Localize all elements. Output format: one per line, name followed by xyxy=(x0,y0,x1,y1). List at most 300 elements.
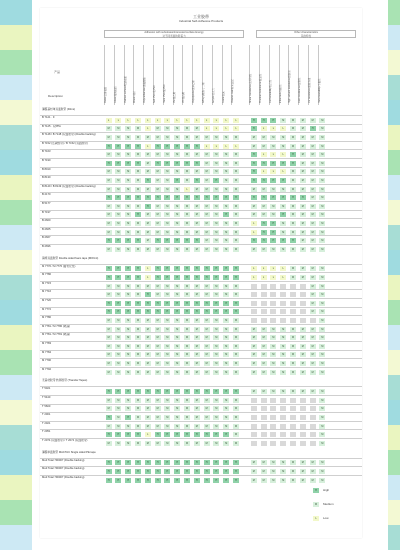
rating-cell: M xyxy=(194,204,200,209)
color-band xyxy=(0,75,32,100)
rating-cell: M xyxy=(125,152,131,157)
rating-cell: L xyxy=(115,118,121,123)
rating-cell: H xyxy=(204,275,210,280)
rating-cell: M xyxy=(135,135,141,140)
rating-cell xyxy=(280,309,286,314)
rating-cell: M xyxy=(174,169,180,174)
product-name: T 5021 xyxy=(42,387,51,391)
product-name: M 7784 xyxy=(42,350,51,354)
rating-cell: M xyxy=(164,370,170,375)
rating-cell xyxy=(251,301,257,306)
rating-cell: H xyxy=(251,178,257,183)
color-band xyxy=(388,350,400,375)
table-row xyxy=(40,341,362,350)
rating-cell: M xyxy=(115,247,121,252)
rating-cell: M xyxy=(204,415,210,420)
column-header-label: Cold Resistance/耐寒性 xyxy=(298,77,302,103)
rating-cell: M xyxy=(106,361,112,366)
rating-cell: M xyxy=(310,161,316,166)
rating-cell xyxy=(251,441,257,446)
rating-cell: M xyxy=(155,406,161,411)
rating-cell: M xyxy=(213,406,219,411)
rating-cell: M xyxy=(319,126,325,131)
rating-cell: M xyxy=(280,389,286,394)
rating-cell: H xyxy=(164,478,170,483)
rating-cell: M xyxy=(194,352,200,357)
rating-cell: M xyxy=(310,221,316,226)
rating-cell xyxy=(261,318,267,323)
table-row xyxy=(40,115,362,124)
rating-cell: H xyxy=(174,144,180,149)
rating-cell xyxy=(261,406,267,411)
rating-cell: M xyxy=(213,415,219,420)
rating-cell: M xyxy=(125,335,131,340)
rating-cell: M xyxy=(290,212,296,217)
rating-cell: M xyxy=(300,370,306,375)
rating-cell: M xyxy=(233,335,239,340)
rating-cell: H xyxy=(174,266,180,271)
rating-cell: L xyxy=(261,266,267,271)
rating-cell: M xyxy=(319,361,325,366)
rating-cell: H xyxy=(125,309,131,314)
rating-cell: M xyxy=(233,361,239,366)
rating-cell: M xyxy=(115,187,121,192)
other-group-label-cn: 其他特性 xyxy=(300,35,312,38)
rating-cell: M xyxy=(233,415,239,420)
rating-cell: M xyxy=(135,187,141,192)
rating-cell: H xyxy=(233,478,239,483)
rating-cell: M xyxy=(300,352,306,357)
color-band xyxy=(388,325,400,350)
rating-cell: M xyxy=(300,187,306,192)
rating-cell xyxy=(270,292,276,297)
rating-cell: M xyxy=(164,152,170,157)
rating-cell: M xyxy=(135,230,141,235)
rating-cell: M xyxy=(125,135,131,140)
rating-cell: H xyxy=(106,238,112,243)
rating-cell: M xyxy=(106,212,112,217)
rating-cell: M xyxy=(251,370,257,375)
characteristic-column-header xyxy=(249,45,256,105)
rating-cell: M xyxy=(290,460,296,465)
rating-cell: M xyxy=(213,212,219,217)
rating-cell: M xyxy=(106,398,112,403)
rating-cell: M xyxy=(280,221,286,226)
product-label: 产品 xyxy=(54,70,61,74)
rating-cell: L xyxy=(213,144,219,149)
color-band xyxy=(388,175,400,200)
rating-cell: L xyxy=(106,118,112,123)
rating-cell: M xyxy=(319,406,325,411)
rating-cell: H xyxy=(115,460,121,465)
rating-cell: M xyxy=(184,135,190,140)
rating-cell: M xyxy=(280,361,286,366)
legend-swatch: L xyxy=(313,516,319,521)
rating-cell: M xyxy=(310,230,316,235)
rating-cell: H xyxy=(115,195,121,200)
rating-cell: M xyxy=(155,221,161,226)
rating-cell: H xyxy=(270,230,276,235)
rating-cell: M xyxy=(300,344,306,349)
column-header-label: High solvent resistance/耐溶剂 xyxy=(288,70,292,103)
rating-cell: M xyxy=(270,469,276,474)
rating-cell: M xyxy=(319,221,325,226)
rating-cell: H xyxy=(194,389,200,394)
rating-cell: M xyxy=(174,247,180,252)
rating-cell: M xyxy=(174,152,180,157)
column-header-label: PE/聚乙烯 xyxy=(172,91,176,103)
product-name: B 7190 xyxy=(42,159,51,162)
rating-cell: H xyxy=(115,389,121,394)
rating-cell: M xyxy=(270,370,276,375)
table-row xyxy=(40,404,362,413)
table-row xyxy=(40,141,362,150)
rating-cell: M xyxy=(155,284,161,289)
rating-cell: M xyxy=(125,361,131,366)
rating-cell: M xyxy=(270,460,276,465)
rating-cell: M xyxy=(319,169,325,174)
color-band xyxy=(388,0,400,25)
rating-cell: H xyxy=(261,161,267,166)
table-row xyxy=(40,386,362,395)
product-name: M 7780 xyxy=(42,273,51,277)
rating-cell: M xyxy=(204,152,210,157)
rating-cell xyxy=(280,406,286,411)
rating-cell: H xyxy=(125,144,131,149)
rating-cell: H xyxy=(213,266,219,271)
rating-cell: M xyxy=(213,424,219,429)
color-band xyxy=(388,425,400,450)
rating-cell: M xyxy=(280,344,286,349)
rating-cell xyxy=(290,292,296,297)
product-name: B 8130 xyxy=(42,176,51,180)
rating-cell: M xyxy=(251,187,257,192)
characteristic-column-header xyxy=(308,45,315,105)
rating-cell: M xyxy=(319,344,325,349)
product-name: B 2667 xyxy=(42,236,51,240)
rating-cell: M xyxy=(300,126,306,131)
rating-cell: M xyxy=(194,335,200,340)
rating-cell: H xyxy=(233,460,239,465)
rating-cell: M xyxy=(135,370,141,375)
rating-cell: H xyxy=(174,432,180,437)
rating-cell: L xyxy=(270,126,276,131)
rating-cell: M xyxy=(184,352,190,357)
rating-cell: H xyxy=(184,389,190,394)
rating-cell: M xyxy=(233,352,239,357)
rating-cell: H xyxy=(174,469,180,474)
rating-cell: M xyxy=(135,361,141,366)
rating-cell: M xyxy=(213,187,219,192)
color-band xyxy=(0,300,32,325)
rating-cell xyxy=(270,301,276,306)
rating-cell: H xyxy=(106,144,112,149)
rating-cell: M xyxy=(164,424,170,429)
rating-cell: M xyxy=(145,212,151,217)
color-band xyxy=(388,25,400,50)
rating-cell: M xyxy=(164,204,170,209)
rating-cell: H xyxy=(184,144,190,149)
rating-cell: M xyxy=(145,247,151,252)
rating-cell: M xyxy=(233,441,239,446)
rating-cell: M xyxy=(261,478,267,483)
rating-cell: M xyxy=(204,135,210,140)
rating-cell: M xyxy=(310,144,316,149)
rating-cell: H xyxy=(125,238,131,243)
rating-cell: M xyxy=(319,135,325,140)
rating-cell: L xyxy=(125,118,131,123)
rating-cell: M xyxy=(125,126,131,131)
rating-cell: M xyxy=(251,389,257,394)
rating-cell: M xyxy=(184,424,190,429)
rating-cell: M xyxy=(319,195,325,200)
rating-cell: H xyxy=(233,195,239,200)
rating-cell: H xyxy=(125,301,131,306)
rating-cell: H xyxy=(125,266,131,271)
rating-cell: M xyxy=(145,135,151,140)
product-name: Mod Total 790007 (Double backing) xyxy=(42,458,85,462)
rating-cell: M xyxy=(319,301,325,306)
rating-cell: M xyxy=(280,247,286,252)
rating-cell: H xyxy=(174,178,180,183)
table-row xyxy=(40,332,362,341)
product-name: B 5177 xyxy=(42,202,51,205)
rating-cell: M xyxy=(310,460,316,465)
rating-cell: M xyxy=(145,230,151,235)
column-header-label: Acrylic/亚克力 xyxy=(211,88,215,103)
adhesion-column-header xyxy=(104,45,111,105)
rating-cell: L xyxy=(204,144,210,149)
rating-cell: M xyxy=(155,169,161,174)
rating-cell: M xyxy=(155,344,161,349)
rating-cell: M xyxy=(319,370,325,375)
rating-cell: M xyxy=(310,292,316,297)
legend xyxy=(313,488,358,532)
rating-cell: M xyxy=(184,212,190,217)
rating-cell: M xyxy=(204,370,210,375)
rating-cell: H xyxy=(184,195,190,200)
color-band xyxy=(388,475,400,500)
rating-cell xyxy=(270,415,276,420)
rating-cell: M xyxy=(115,230,121,235)
rating-cell: M xyxy=(213,398,219,403)
rating-cell: M xyxy=(300,169,306,174)
rating-cell: M xyxy=(213,361,219,366)
rating-cell: M xyxy=(174,212,180,217)
rating-cell: H xyxy=(164,309,170,314)
rating-cell: M xyxy=(223,135,229,140)
rating-cell: H xyxy=(233,266,239,271)
rating-cell: M xyxy=(270,187,276,192)
rating-cell: H xyxy=(204,389,210,394)
rating-cell xyxy=(270,432,276,437)
rating-cell: M xyxy=(145,169,151,174)
rating-cell: M xyxy=(300,204,306,209)
rating-cell: M xyxy=(204,212,210,217)
rating-cell: H xyxy=(155,275,161,280)
rating-cell: M xyxy=(213,204,219,209)
other-group-header xyxy=(256,30,356,38)
column-header-label: PP/聚丙烯 xyxy=(182,91,186,103)
rating-cell: M xyxy=(300,135,306,140)
column-header-label: ABS/丙烯腈-丁二烯 xyxy=(202,82,205,103)
characteristic-column-header xyxy=(269,45,276,105)
rating-cell: M xyxy=(164,344,170,349)
table-row xyxy=(40,458,362,467)
rating-cell: M xyxy=(233,204,239,209)
table-row xyxy=(40,132,362,141)
rating-cell: M xyxy=(280,230,286,235)
adhesion-group-label-cn: 对不同表面的附着力 xyxy=(162,35,186,38)
rating-cell: M xyxy=(319,238,325,243)
rating-cell: M xyxy=(319,478,325,483)
rating-cell: H xyxy=(270,118,276,123)
rating-cell: M xyxy=(233,238,239,243)
rating-cell: M xyxy=(164,247,170,252)
rating-cell xyxy=(251,318,257,323)
rating-cell: M xyxy=(174,441,180,446)
rating-cell: M xyxy=(184,370,190,375)
rating-cell: H xyxy=(155,161,161,166)
rating-cell: M xyxy=(145,161,151,166)
adhesion-column-header xyxy=(231,45,238,105)
rating-cell: H xyxy=(106,161,112,166)
rating-cell: H xyxy=(270,178,276,183)
rating-cell: H xyxy=(145,478,151,483)
rating-cell: M xyxy=(319,118,325,123)
rating-cell: M xyxy=(106,221,112,226)
rating-cell: H xyxy=(145,292,151,297)
table-row xyxy=(40,350,362,359)
rating-cell: H xyxy=(115,161,121,166)
rating-cell: M xyxy=(300,238,306,243)
legend-swatch: H xyxy=(313,488,319,493)
rating-cell: M xyxy=(174,318,180,323)
rating-cell: M xyxy=(213,352,219,357)
rating-cell: M xyxy=(115,415,121,420)
rating-cell: M xyxy=(233,212,239,217)
rating-cell: H xyxy=(145,309,151,314)
table-row xyxy=(40,429,362,438)
rating-cell: M xyxy=(270,204,276,209)
rating-cell: M xyxy=(223,284,229,289)
rating-cell: M xyxy=(223,327,229,332)
rating-cell: H xyxy=(223,460,229,465)
rating-cell: M xyxy=(261,135,267,140)
rating-cell: H xyxy=(145,204,151,209)
rating-cell: L xyxy=(261,275,267,280)
column-header-label: Thermal Resistance/耐温性 xyxy=(259,73,262,103)
rating-cell: M xyxy=(204,221,210,226)
rating-cell: H xyxy=(280,178,286,183)
rating-cell: M xyxy=(233,169,239,174)
rating-cell: M xyxy=(261,361,267,366)
rating-cell: M xyxy=(310,361,316,366)
product-name: B 8010 xyxy=(42,167,51,171)
rating-cell: M xyxy=(194,126,200,131)
rating-cell: M xyxy=(164,221,170,226)
rating-cell: H xyxy=(164,275,170,280)
color-band xyxy=(388,375,400,400)
color-band xyxy=(388,150,400,175)
rating-cell: L xyxy=(184,187,190,192)
rating-cell: M xyxy=(125,178,131,183)
rating-cell: H xyxy=(164,195,170,200)
rating-cell: L xyxy=(184,118,190,123)
color-band xyxy=(0,150,32,175)
rating-cell: M xyxy=(300,361,306,366)
rating-cell: M xyxy=(106,204,112,209)
rating-cell: M xyxy=(155,230,161,235)
rating-cell: M xyxy=(310,266,316,271)
product-name: T 2021 xyxy=(42,421,51,425)
rating-cell: M xyxy=(261,335,267,340)
rating-cell: M xyxy=(145,238,151,243)
rating-cell: M xyxy=(310,478,316,483)
rating-cell xyxy=(270,406,276,411)
rating-cell: L xyxy=(233,144,239,149)
rating-cell: H xyxy=(106,415,112,420)
rating-cell: H xyxy=(184,432,190,437)
rating-cell: M xyxy=(194,370,200,375)
rating-cell: H xyxy=(261,118,267,123)
legend-swatch: M xyxy=(315,503,317,506)
rating-cell: M xyxy=(135,424,141,429)
rating-cell: M xyxy=(135,178,141,183)
rating-cell: M xyxy=(106,135,112,140)
rating-cell: M xyxy=(194,441,200,446)
color-band xyxy=(0,125,32,150)
rating-cell: M xyxy=(135,318,141,323)
section-header: 海绵双面胶带 Double sided foam tape (MOUnt) xyxy=(42,256,99,260)
rating-cell: M xyxy=(290,327,296,332)
rating-cell: H xyxy=(194,144,200,149)
rating-cell: M xyxy=(164,169,170,174)
rating-cell: M xyxy=(115,335,121,340)
rating-cell: M xyxy=(233,424,239,429)
rating-cell: M xyxy=(319,204,325,209)
rating-cell xyxy=(310,415,316,420)
rating-cell: M xyxy=(319,398,325,403)
rating-cell: M xyxy=(251,135,257,140)
adhesion-column-header xyxy=(163,45,170,105)
rating-cell: M xyxy=(290,275,296,280)
rating-cell: L xyxy=(223,126,229,131)
rating-cell: M xyxy=(261,247,267,252)
rating-cell: M xyxy=(125,318,131,323)
rating-cell: M xyxy=(174,221,180,226)
rating-cell: H xyxy=(223,212,229,217)
rating-cell: M xyxy=(115,406,121,411)
rating-cell xyxy=(251,309,257,314)
rating-cell: H xyxy=(125,389,131,394)
rating-cell xyxy=(261,301,267,306)
rating-cell: H xyxy=(290,238,296,243)
rating-cell: M xyxy=(223,352,229,357)
product-name: Mod Total 790007 (Double backing) xyxy=(42,475,85,479)
column-header-label: Polycarbonate/聚碳酸酯 xyxy=(143,77,147,103)
rating-cell: M xyxy=(213,335,219,340)
rating-cell: M xyxy=(184,441,190,446)
rating-cell: M xyxy=(261,204,267,209)
rating-cell: M xyxy=(213,161,219,166)
rating-cell: H xyxy=(145,389,151,394)
rating-cell: M xyxy=(155,318,161,323)
rating-cell: M xyxy=(115,284,121,289)
rating-cell: M xyxy=(223,169,229,174)
rating-cell: M xyxy=(115,361,121,366)
rating-cell: L xyxy=(233,118,239,123)
